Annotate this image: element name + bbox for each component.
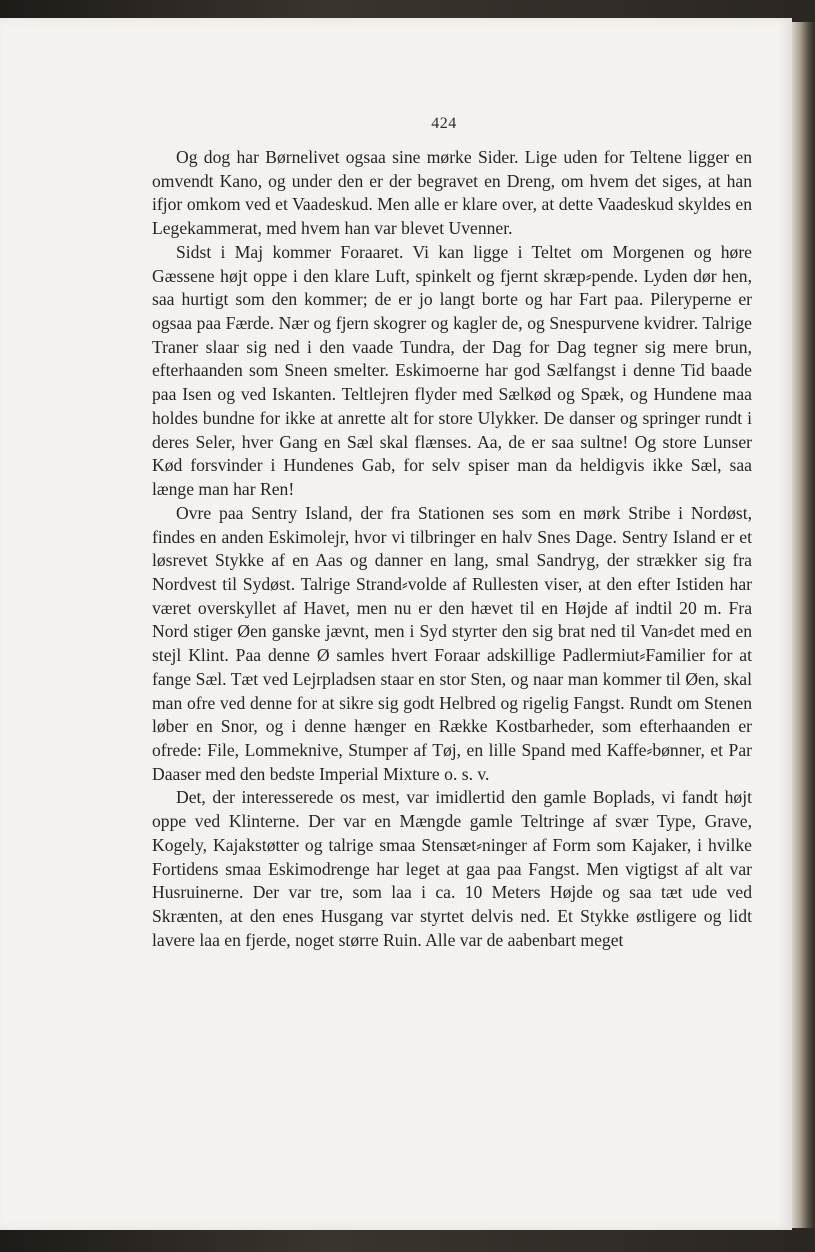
page-edge [792, 22, 815, 1228]
body-text [152, 146, 752, 952]
paragraph-old-settlement: Det, der interesserede os mest, var imidlertid den gamle Boplads, vi fandt højt oppe ved Klinterne. Der var en Mængde gamle Teltringe af svær Type, Grave, Kogely, Kajakstøtter og talrige smaa Stensæt⸗ninger af Form som Kajaker, i hvilke Fortidens smaa Eskimodrenge har leget at gaa paa Fangst. Men vigtigst af alt var Husruinerne. Der var tre, som laa i ca. 10 Meters Højde og saa tæt ude ved Skrænten, at den enes Husgang var styrtet delvis ned. Et Stykke østligere og lidt lavere laa en fjerde, noget større Ruin. Alle var de aabenbart meget [152, 787, 752, 950]
book-page [0, 18, 792, 1230]
paragraph-childhood: Og dog har Børnelivet ogsaa sine mørke Sider. Lige uden for Teltene ligger en omvendt Kano, og under den er der begravet en Dreng, om hvem det siges, at han ifjor omkom ved et Vaadeskud. Men alle er klare over, at dette Vaadeskud skyldes en Legekammerat, med hvem han var blevet Uvenner. [152, 147, 752, 239]
paragraph-spring: Sidst i Maj kommer Foraaret. Vi kan ligge i Teltet om Morgenen og høre Gæssene højt oppe i den klare Luft, spinkelt og fjernt skræp⸗pende. Lyden dør hen, saa hurtigt som den kommer; de er jo langt borte og har Fart paa. Pileryperne er ogsaa paa Færde. Nær og fjern skogrer og kagler de, og Snespurvene kvidrer. Talrige Traner slaar sig ned i den vaade Tundra, der Dag for Dag tegner sig mere brun, efterhaanden som Sneen smelter. Eskimoerne har god Sælfangst i denne Tid baade paa Isen og ved Iskanten. Teltlejren flyder med Sælkød og Spæk, og Hundene maa holdes bundne for ikke at anrette alt for store Ulykker. De danser og springer rundt i deres Seler, hver Gang en Sæl skal flænses. Aa, de er saa sultne! Og store Lunser Kød forsvinder i Hundenes Gab, for selv spiser man da heldigvis ikke Sæl, saa længe man har Ren! [152, 241, 752, 500]
paragraph-sentry-island: Ovre paa Sentry Island, der fra Stationen ses som en mørk Stribe i Nordøst, findes en anden Eskimolejr, hvor vi tilbringer en halv Snes Dage. Sentry Island er et løsrevet Stykke af en Aas og danner en lang, smal Sandryg, der strækker sig fra Nordvest til Sydøst. Talrige Strand⸗volde af Rullesten viser, at den efter Istiden har været overskyllet af Havet, men nu er den hævet til en Højde af indtil 20 m. Fra Nord stiger Øen ganske jævnt, men i Syd styrter den sig brat ned til Van⸗det med en stejl Klint. Paa denne Ø samles hvert Foraar adskillige Padlermiut⸗Familier for at fange Sæl. Tæt ved Lejrpladsen staar en stor Sten, og naar man kommer til Øen, skal man ofre ved denne for at sikre sig godt Helbred og rigelig Fangst. Rundt om Stenen løber en Snor, og i denne hænger en Række Kostbarheder, som efterhaanden er ofrede: File, Lommeknive, Stumper af Tøj, en lille Spand med Kaffe⸗bønner, et Par Daaser med den bedste Imperial Mixture o. s. v. [152, 502, 752, 784]
page-number: 424 [431, 115, 457, 132]
